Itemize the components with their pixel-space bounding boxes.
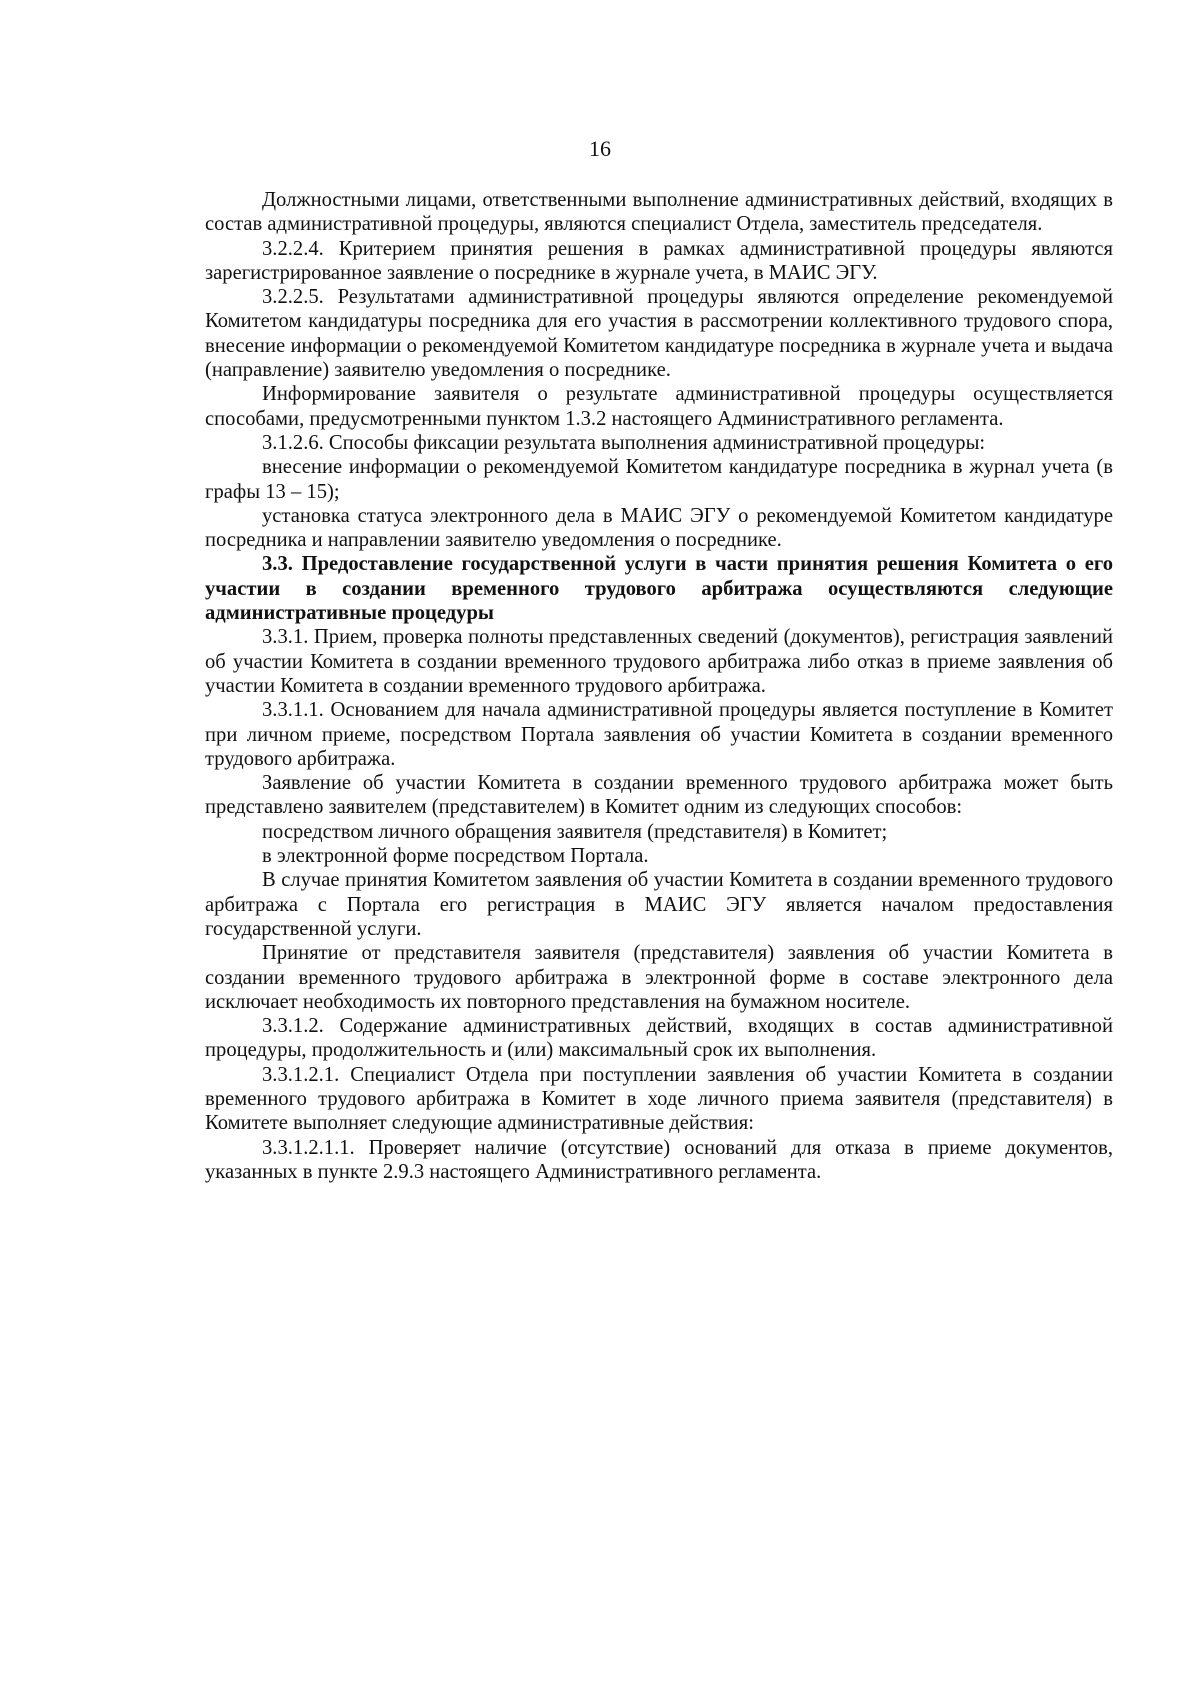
paragraph: 3.3.1.2. Содержание административных действий, входящих в состав административной процедуры, продолжительность и (или) максимальный срок их выполнения. xyxy=(205,1015,1113,1062)
paragraph: 3.3.1. Прием, проверка полноты представленных сведений (документов), регистрация заявлений об участии Комитета в создании временного трудового арбитража либо отказ в приеме заявления об участии Комитета в создании временного трудового арбитража. xyxy=(205,626,1113,697)
paragraph: установка статуса электронного дела в МАИС ЭГУ о рекомендуемой Комитетом кандидатуре посредника и направлении заявителю уведомления о посреднике. xyxy=(205,504,1113,552)
paragraph: посредством личного обращения заявителя (представителя) в Комитет; xyxy=(262,820,888,843)
page-number: 16 xyxy=(589,136,611,161)
paragraph: 3.3.1.2.1.1. Проверяет наличие (отсутствие) оснований для отказа в приеме документов, указанных в пункте 2.9.3 настоящего Административного регламента. xyxy=(205,1136,1113,1183)
paragraph: Информирование заявителя о результате административной процедуры осуществляется способами, предусмотренными пунктом 1.3.2 настоящего Административного регламента. xyxy=(205,383,1113,430)
paragraph: 3.2.2.5. Результатами административной процедуры являются определение рекомендуемой Комитетом кандидатуры посредника для его участия в рассмотрении коллективного трудового спора, внесение информации о рекомендуемой Комитетом кандидатуре посредника в журнале учета и выдача (направление) заявителю уведомления о посреднике. xyxy=(205,286,1113,382)
paragraph: в электронной форме посредством Портала. xyxy=(262,845,649,868)
paragraph: В случае принятия Комитетом заявления об участии Комитета в создании временного трудового арбитража с Портала его регистрация в МАИС ЭГУ является началом предоставления государственной услуги. xyxy=(205,869,1113,940)
document-body xyxy=(205,188,1113,1184)
paragraph: 3.2.2.4. Критерием принятия решения в рамках административной процедуры являются зарегистрированное заявление о посреднике в журнале учета, в МАИС ЭГУ. xyxy=(205,237,1113,284)
paragraph: 3.3.1.2.1. Специалист Отдела при поступлении заявления об участии Комитета в создании временного трудового арбитража в Комитет в ходе личного приема заявителя (представителя) в Комитете выполняет следующие административные действия: xyxy=(205,1063,1113,1135)
paragraph: внесение информации о рекомендуемой Комитетом кандидатуре посредника в журнал учета (в графы 13 – 15); xyxy=(205,456,1113,503)
paragraph: Принятие от представителя заявителя (представителя) заявления об участии Комитета в создании временного трудового арбитража в электронной форме в составе электронного дела исключает необходимость их повторного представления на бумажном носителе. xyxy=(205,942,1113,1013)
paragraph: Заявление об участии Комитета в создании временного трудового арбитража может быть представлено заявителем (представителем) в Комитет одним из следующих способов: xyxy=(205,772,1113,819)
paragraph: Должностными лицами, ответственными выполнение административных действий, входящих в состав административной процедуры, являются специалист Отдела, заместитель председателя. xyxy=(205,189,1113,236)
paragraph: 3.3.1.1. Основанием для начала административной процедуры является поступление в Комитет при личном приеме, посредством Портала заявления об участии Комитета в создании временного трудового арбитража. xyxy=(205,699,1113,770)
paragraph: 3.1.2.6. Способы фиксации результата выполнения административной процедуры: xyxy=(262,431,986,454)
paragraph: 3.3. Предоставление государственной услуги в части принятия решения Комитета о его участии в создании временного трудового арбитража осуществляются следующие административные процедуры xyxy=(205,553,1113,625)
